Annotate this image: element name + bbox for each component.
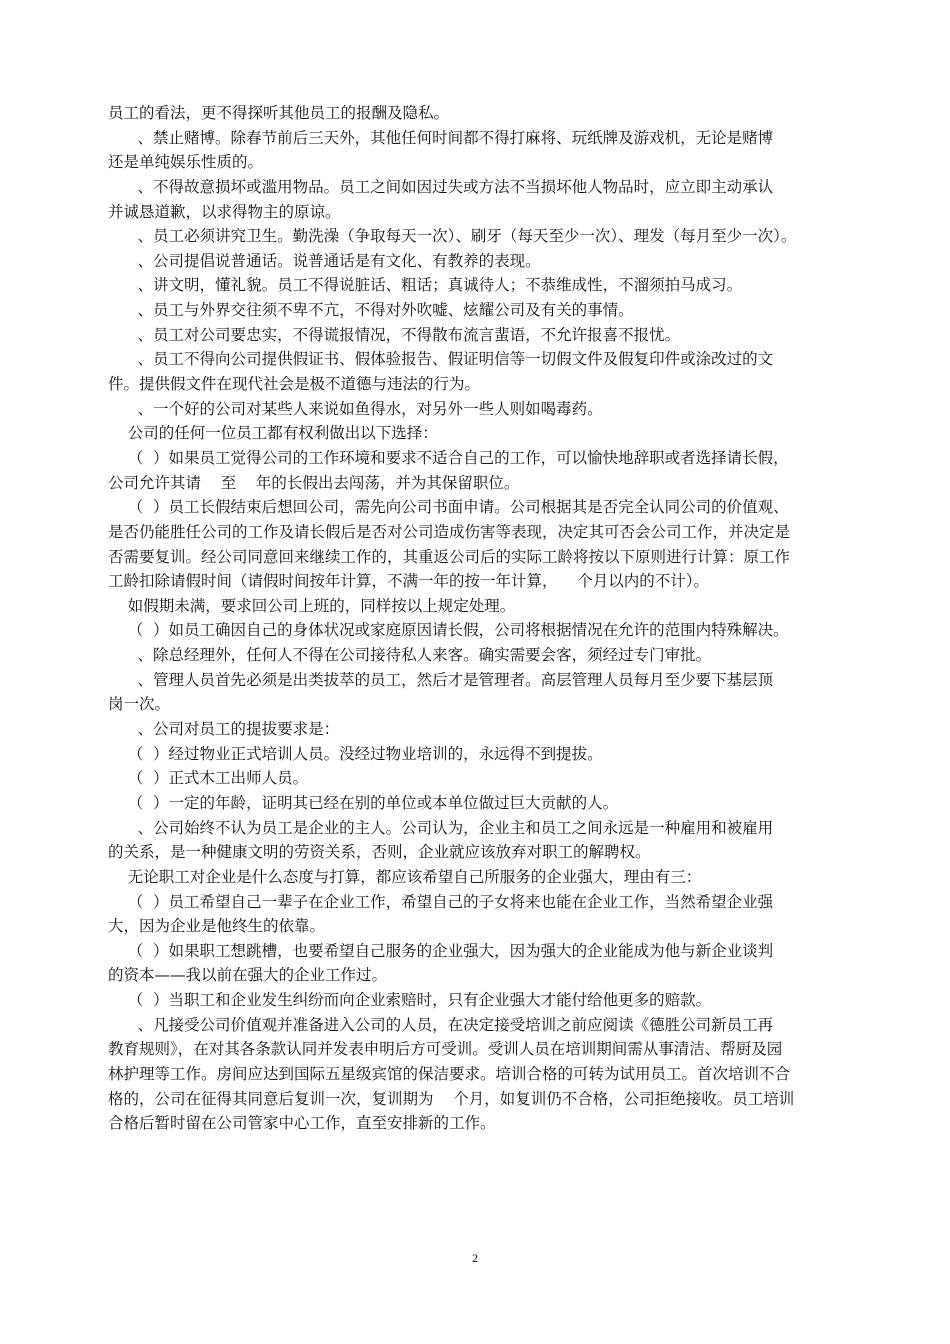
text-line: 、讲文明，懂礼貌。员工不得说脏话、粗话；真诚待人；不恭维成性，不溜须拍马成习。 bbox=[108, 276, 743, 295]
text-line: 、公司提倡说普通话。说普通话是有文化、有教养的表现。 bbox=[108, 251, 541, 270]
text-line: 公司的任何一位员工都有权利做出以下选择： bbox=[108, 424, 438, 443]
text-line: （ ）一定的年龄，证明其已经在别的单位或本单位做过巨大贡献的人。 bbox=[108, 793, 619, 812]
text-line: 、员工不得向公司提供假证书、假体验报告、假证明信等一切假文件及假复印件或涂改过的文 bbox=[108, 350, 774, 369]
text-line: 员工的看法，更不得探听其他员工的报酬及隐私。 bbox=[108, 104, 450, 122]
text-line: 工龄扣除请假时间（请假时间按年计算，不满一年的按一年计算， 个月以内的不计）。 bbox=[108, 572, 709, 591]
text-line: 并诚恳道歉，以求得物主的原谅。 bbox=[108, 202, 341, 221]
text-line: 否需要复训。经公司同意回来继续工作的，其重返公司后的实际工龄将按以下原则进行计算：原工作 bbox=[108, 547, 791, 566]
text-line: 合格后暂时留在公司管家中心工作，直至安排新的工作。 bbox=[108, 1114, 496, 1133]
text-line: 、凡接受公司价值观并准备进入公司的人员，在决定接受培训之前应阅读《德胜公司新员工再 bbox=[108, 1015, 774, 1034]
text-line: 、不得故意损坏或滥用物品。员工之间如因过失或方法不当损坏他人物品时，应立即主动承认 bbox=[108, 177, 774, 196]
body-text bbox=[108, 101, 844, 1136]
text-line: 格的，公司在征得其同意后复训一次，复训期为 个月，如复训仍不合格，公司拒绝接收。员工培训 bbox=[108, 1089, 795, 1108]
text-line: 公司允许其请 至 年的长假出去闯荡，并为其保留职位。 bbox=[108, 473, 520, 492]
text-line: 的关系，是一种健康文明的劳资关系，否则，企业就应该放弃对职工的解聘权。 bbox=[108, 843, 651, 862]
text-line: （ ）员工长假结束后想回公司，需先向公司书面申请。公司根据其是否完全认同公司的价值观、 bbox=[108, 498, 789, 517]
text-line: 无论职工对企业是什么态度与打算，都应该希望自己所服务的企业强大，理由有三： bbox=[108, 867, 702, 886]
text-line: 、除总经理外，任何人不得在公司接待私人来客。确实需要会客，须经过专门审批。 bbox=[108, 646, 712, 665]
text-line: 、员工与外界交往须不卑不亢，不得对外吹嘘、炫耀公司及有关的事情。 bbox=[108, 301, 634, 320]
text-line: 如假期未满，要求回公司上班的，同样按以上规定处理。 bbox=[108, 596, 516, 615]
text-line: 、禁止赌博。除春节前后三天外，其他任何时间都不得打麻将、玩纸牌及游戏机，无论是赌博 bbox=[108, 128, 774, 147]
text-line: 、一个好的公司对某些人来说如鱼得水，对另外一些人则如喝毒药。 bbox=[108, 399, 603, 418]
text-line: （ ）正式木工出师人员。 bbox=[108, 769, 309, 788]
text-line: （ ）如果员工觉得公司的工作环境和要求不适合自己的工作，可以愉快地辞职或者选择请长假， bbox=[108, 448, 789, 467]
text-line: 、公司始终不认为员工是企业的主人。公司认为，企业主和员工之间永远是一种雇用和被雇用 bbox=[108, 818, 774, 837]
text-line: 岗一次。 bbox=[108, 695, 171, 714]
text-line: （ ）经过物业正式培训人员。没经过物业培训的，永远得不到提拔。 bbox=[108, 744, 603, 763]
text-line: 还是单纯娱乐性质的。 bbox=[108, 153, 264, 172]
text-line: 大，因为企业是他终生的依靠。 bbox=[108, 917, 326, 936]
text-line: 教育规则》，在对其各条款认同并发表申明后方可受训。受训人员在培训期间需从事清洁、帮厨及园 bbox=[108, 1040, 783, 1059]
text-line: （ ）如果职工想跳槽，也要希望自己服务的企业强大，因为强大的企业能成为他与新企业谈判 bbox=[108, 941, 774, 960]
text-line: 件。提供假文件在现代社会是极不道德与违法的行为。 bbox=[108, 375, 481, 394]
page-number: 2 bbox=[472, 1251, 478, 1265]
text-line: 林护理等工作。房间应达到国际五星级宾馆的保洁要求。培训合格的可转为试用员工。首次培训不合 bbox=[108, 1064, 791, 1083]
text-line: 的资本——我以前在强大的企业工作过。 bbox=[108, 966, 388, 985]
text-line: （ ）如员工确因自己的身体状况或家庭原因请长假，公司将根据情况在允许的范围内特殊解决。 bbox=[108, 621, 789, 640]
text-line: 、员工对公司要忠实，不得谎报情况，不得散布流言蜚语，不允许报喜不报忧。 bbox=[108, 325, 681, 344]
text-line: （ ）员工希望自己一辈子在企业工作，希望自己的子女将来也能在企业工作，当然希望企业强 bbox=[108, 892, 774, 911]
text-line: 、管理人员首先必须是出类拔萃的员工，然后才是管理者。高层管理人员每月至少要下基层顶 bbox=[108, 670, 774, 689]
text-line: 、公司对员工的提拔要求是： bbox=[108, 720, 340, 739]
text-line: 、员工必须讲究卫生。勤洗澡（争取每天一次）、刷牙（每天至少一次）、理发（每月至少一次）。 bbox=[108, 227, 797, 246]
text-line: 是否仍能胜任公司的工作及请长假后是否对公司造成伤害等表现，决定其可否会公司工作，并决定是 bbox=[108, 522, 791, 541]
text-line: （ ）当职工和企业发生纠纷而向企业索赔时，只有企业强大才能付给他更多的赔款。 bbox=[108, 991, 712, 1010]
